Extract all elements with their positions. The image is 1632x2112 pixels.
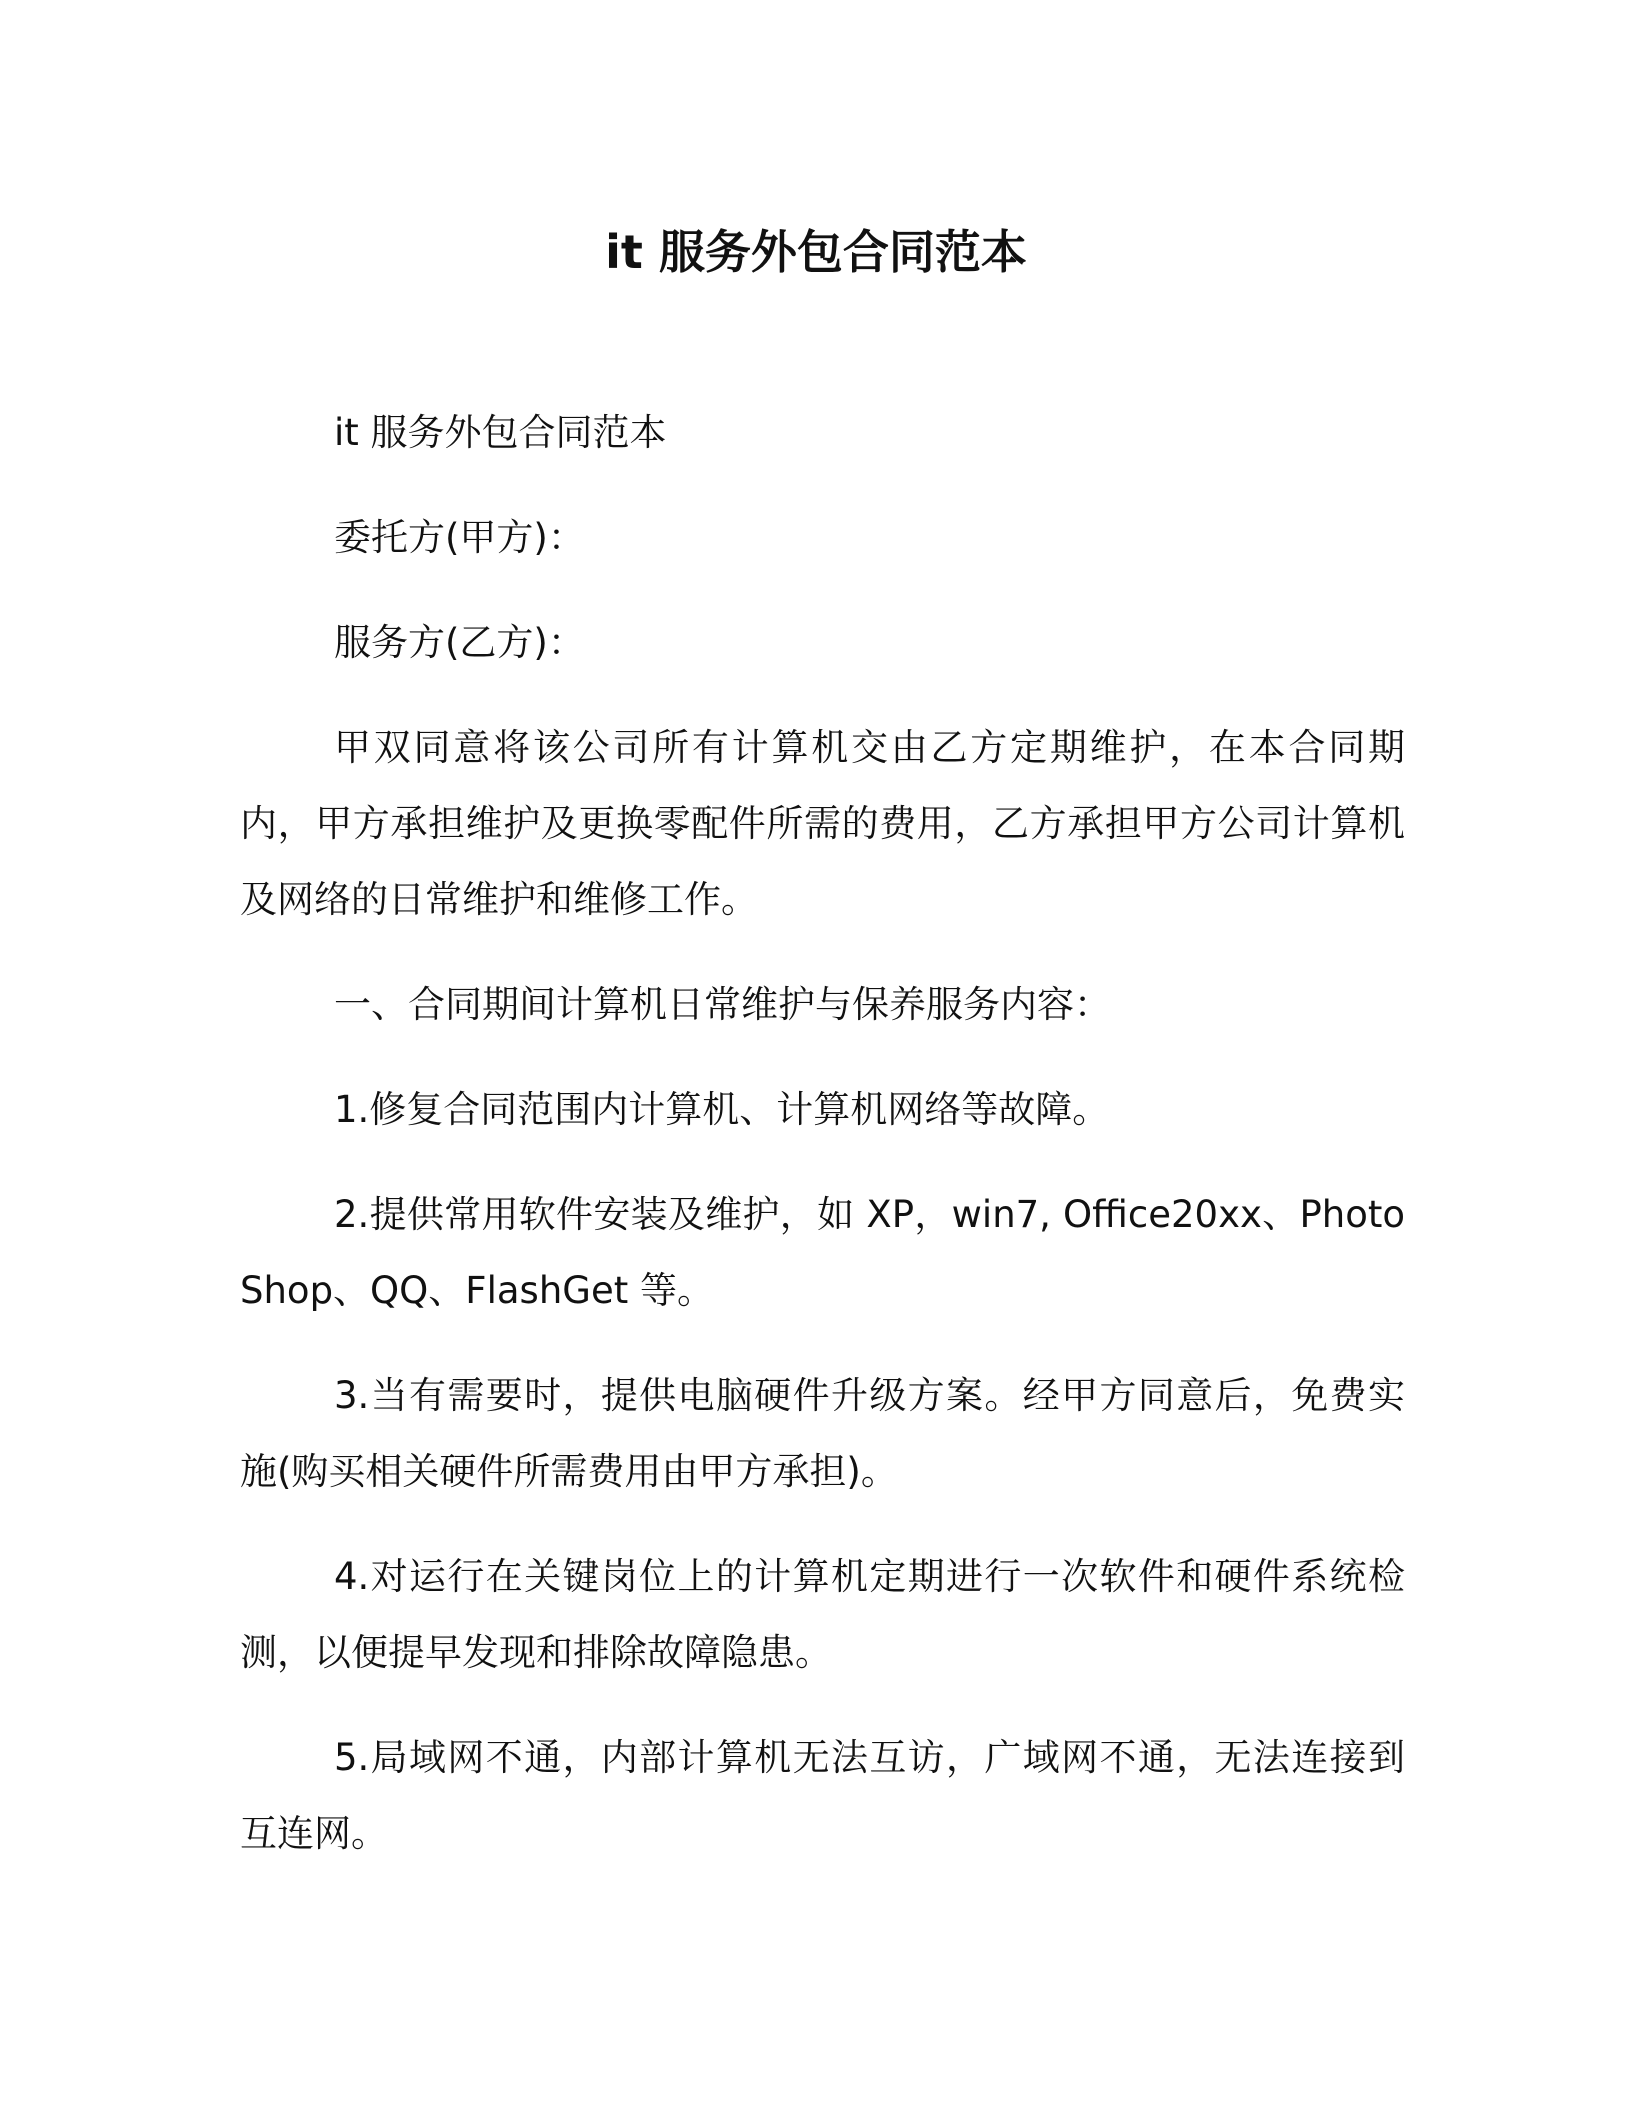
list-item-5: 5.局域网不通，内部计算机无法互访，广域网不通，无法连接到互连网。: [240, 1736, 1405, 1855]
list-item-4: 4.对运行在关键岗位上的计算机定期进行一次软件和硬件系统检测，以便提早发现和排除故障隐患。: [240, 1555, 1405, 1674]
list-item-1: 1.修复合同范围内计算机、计算机网络等故障。: [334, 1088, 1110, 1131]
paragraph-agreement: 甲双同意将该公司所有计算机交由乙方定期维护，在本合同期内，甲方承担维护及更换零配件所需的费用，乙方承担甲方公司计算机及网络的日常维护和维修工作。: [240, 726, 1405, 921]
document-body: [240, 395, 1405, 1901]
document-title: it 服务外包合同范本: [605, 225, 1027, 279]
list-item-3: 3.当有需要时，提供电脑硬件升级方案。经甲方同意后，免费实施(购买相关硬件所需费用由甲方承担)。: [240, 1374, 1405, 1493]
paragraph-subtitle: it 服务外包合同范本: [334, 411, 667, 454]
list-item-2: 2.提供常用软件安装及维护，如 XP，win7, Office20xx、PhotoShop、QQ、FlashGet 等。: [240, 1193, 1405, 1312]
section-heading-1: 一、合同期间计算机日常维护与保养服务内容：: [334, 983, 1111, 1026]
paragraph-party-a: 委托方(甲方)：: [334, 516, 585, 559]
paragraph-party-b: 服务方(乙方)：: [334, 621, 585, 664]
